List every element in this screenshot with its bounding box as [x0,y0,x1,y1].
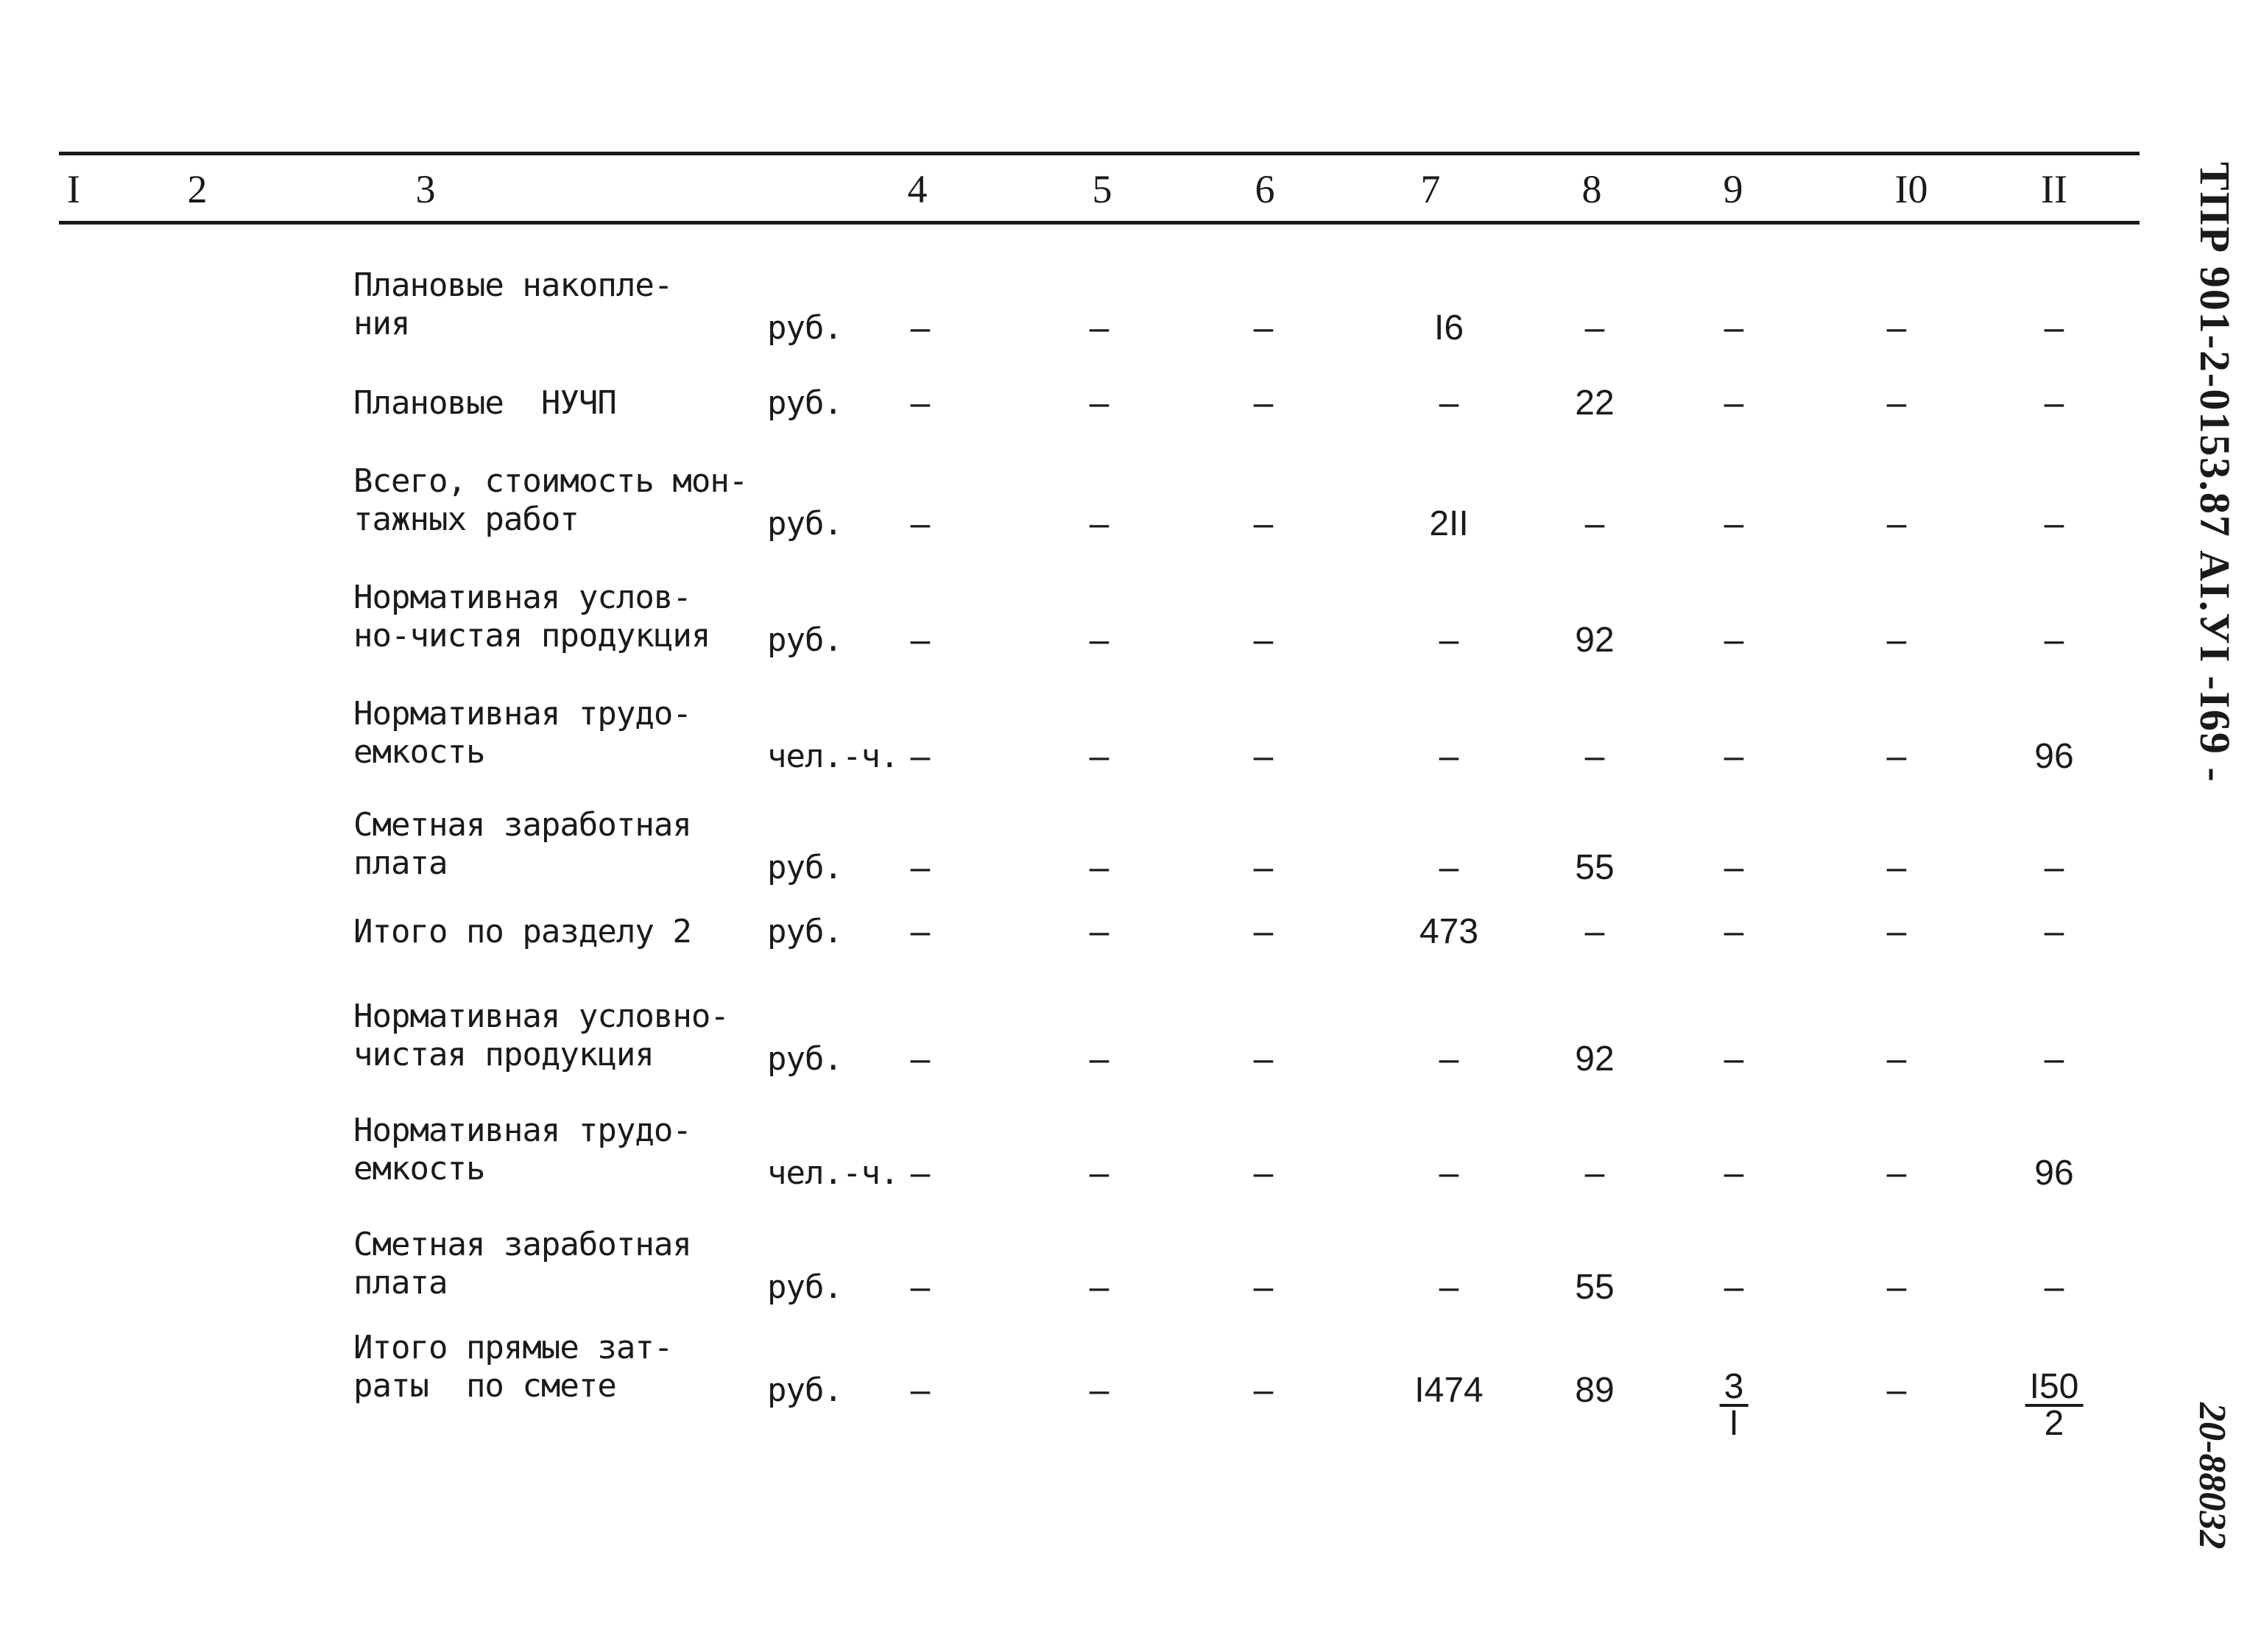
value-cell-col-11: – [2044,912,2064,951]
row-unit: чел.-ч. [767,738,899,775]
value-cell-col-10: – [1886,737,1907,776]
value-cell-col-5: – [1089,504,1110,543]
value-cell-col-8: 55 [1575,848,1615,887]
value-cell-col-8: – [1584,737,1605,776]
value-cell-col-8: – [1584,912,1605,951]
value-cell-col-4: – [910,848,931,887]
value-cell-col-5: – [1089,912,1110,951]
value-cell-col-4: – [910,912,931,951]
value-cell-col-11: 96 [2034,737,2074,776]
header-top-rule [59,152,2140,155]
column-header-8: 8 [1581,167,1602,211]
fraction-value [1720,1367,1749,1443]
row-unit: чел.-ч. [767,1154,899,1192]
value-cell-col-8: – [1584,308,1605,347]
value-cell-col-4: – [910,1154,931,1193]
value-cell-col-8: – [1584,1154,1605,1193]
header-bottom-rule [59,221,2140,225]
value-cell-col-7: 473 [1419,912,1479,951]
value-cell-col-11 [2025,1367,2084,1444]
column-header-2: 2 [187,167,208,211]
value-cell-col-5: – [1089,737,1110,776]
value-cell-col-4: – [910,737,931,776]
value-cell-col-7: – [1439,1154,1459,1193]
column-header-9: 9 [1723,167,1743,211]
value-cell-col-7: – [1439,621,1459,660]
value-cell-col-9: – [1724,1154,1744,1193]
row-unit: руб. [767,849,842,886]
value-cell-col-5: – [1089,1268,1110,1307]
value-cell-col-8: – [1584,504,1605,543]
value-cell-col-6: – [1253,1268,1274,1307]
value-cell-col-6: – [1253,737,1274,776]
value-cell-col-10: – [1886,1039,1907,1079]
value-cell-col-10: – [1886,384,1907,423]
fraction-denominator: I [1729,1404,1739,1443]
value-cell-col-7: – [1439,1268,1459,1307]
value-cell-col-8: 22 [1575,384,1615,423]
value-cell-col-8: 89 [1575,1371,1615,1410]
value-cell-col-11: – [2044,1268,2064,1307]
value-cell-col-9: – [1724,308,1744,347]
column-header-3: 3 [415,167,436,211]
row-label: Плановые НУЧП [353,384,616,422]
value-cell-col-11: – [2044,384,2064,423]
value-cell-col-10: – [1886,1268,1907,1307]
value-cell-col-4: – [910,1371,931,1410]
document-code-label: ТПР 901-2-0153.87 АI.УI -I69 - [2191,162,2239,783]
value-cell-col-7: – [1439,384,1459,423]
value-cell-col-6: – [1253,912,1274,951]
row-label: Сметная заработная плата [353,1226,691,1302]
value-cell-col-10: – [1886,504,1907,543]
value-cell-col-11: – [2044,308,2064,347]
value-cell-col-10: – [1886,621,1907,660]
value-cell-col-4: – [910,1268,931,1307]
value-cell-col-5: – [1089,1039,1110,1079]
value-cell-col-6: – [1253,1039,1274,1079]
value-cell-col-9 [1720,1367,1749,1444]
value-cell-col-7: – [1439,737,1459,776]
row-unit: руб. [767,1372,842,1409]
value-cell-col-5: – [1089,621,1110,660]
value-cell-col-4: – [910,621,931,660]
value-cell-col-10: – [1886,1154,1907,1193]
value-cell-col-9: – [1724,848,1744,887]
value-cell-col-5: – [1089,1154,1110,1193]
value-cell-col-11: – [2044,504,2064,543]
value-cell-col-6: – [1253,308,1274,347]
row-label: Нормативная трудо- емкость [353,695,691,771]
value-cell-col-10: – [1886,1371,1907,1410]
column-header-11: II [2041,167,2067,211]
value-cell-col-6: – [1253,384,1274,423]
row-label: Итого по разделу 2 [353,913,691,950]
value-cell-col-9: – [1724,504,1744,543]
fraction-denominator: 2 [2044,1404,2064,1443]
value-cell-col-10: – [1886,848,1907,887]
fraction-numerator: 3 [1720,1370,1749,1407]
value-cell-col-5: – [1089,1371,1110,1410]
row-label: Итого прямые зат- раты по смете [353,1329,673,1405]
value-cell-col-7: I474 [1414,1371,1484,1410]
value-cell-col-9: – [1724,384,1744,423]
value-cell-col-11: – [2044,621,2064,660]
row-label: Нормативная услов- но-чистая продукция [353,579,710,654]
value-cell-col-7: – [1439,1039,1459,1079]
value-cell-col-9: – [1724,1039,1744,1079]
fraction-numerator: I50 [2025,1370,2084,1407]
row-label: Всего, стоимость мон- тажных работ [353,462,748,538]
value-cell-col-9: – [1724,1268,1744,1307]
row-label: Сметная заработная плата [353,806,691,882]
value-cell-col-4: – [910,504,931,543]
value-cell-col-6: – [1253,848,1274,887]
row-unit: руб. [767,1040,842,1078]
column-header-1: I [67,167,80,211]
row-unit: руб. [767,913,842,950]
row-label: Плановые накопле- ния [353,266,673,342]
row-unit: руб. [767,309,842,347]
value-cell-col-9: – [1724,737,1744,776]
column-header-5: 5 [1092,167,1112,211]
value-cell-col-5: – [1089,384,1110,423]
value-cell-col-4: – [910,1039,931,1079]
value-cell-col-6: – [1253,1154,1274,1193]
column-header-10: I0 [1894,167,1928,211]
value-cell-col-5: – [1089,308,1110,347]
value-cell-col-5: – [1089,848,1110,887]
value-cell-col-8: 55 [1575,1268,1615,1307]
value-cell-col-9: – [1724,621,1744,660]
column-header-4: 4 [907,167,928,211]
column-header-6: 6 [1255,167,1275,211]
value-cell-col-6: – [1253,1371,1274,1410]
value-cell-col-11: 96 [2034,1154,2074,1193]
row-label: Нормативная условно- чистая продукция [353,998,729,1073]
column-header-7: 7 [1420,167,1441,211]
row-unit: руб. [767,621,842,659]
value-cell-col-4: – [910,384,931,423]
value-cell-col-10: – [1886,308,1907,347]
value-cell-col-10: – [1886,912,1907,951]
value-cell-col-6: – [1253,504,1274,543]
value-cell-col-11: – [2044,1039,2064,1079]
value-cell-col-6: – [1253,621,1274,660]
value-cell-col-7: – [1439,848,1459,887]
value-cell-col-11: – [2044,848,2064,887]
value-cell-col-4: – [910,308,931,347]
fraction-value [2025,1367,2084,1443]
archive-stamp: 20-88032 [2191,1402,2233,1550]
value-cell-col-8: 92 [1575,1039,1615,1079]
value-cell-col-8: 92 [1575,621,1615,660]
row-unit: руб. [767,505,842,543]
row-unit: руб. [767,1268,842,1306]
row-label: Нормативная трудо- емкость [353,1112,691,1187]
value-cell-col-7: 2II [1429,504,1469,543]
value-cell-col-9: – [1724,912,1744,951]
value-cell-col-7: I6 [1433,308,1464,347]
row-unit: руб. [767,384,842,422]
